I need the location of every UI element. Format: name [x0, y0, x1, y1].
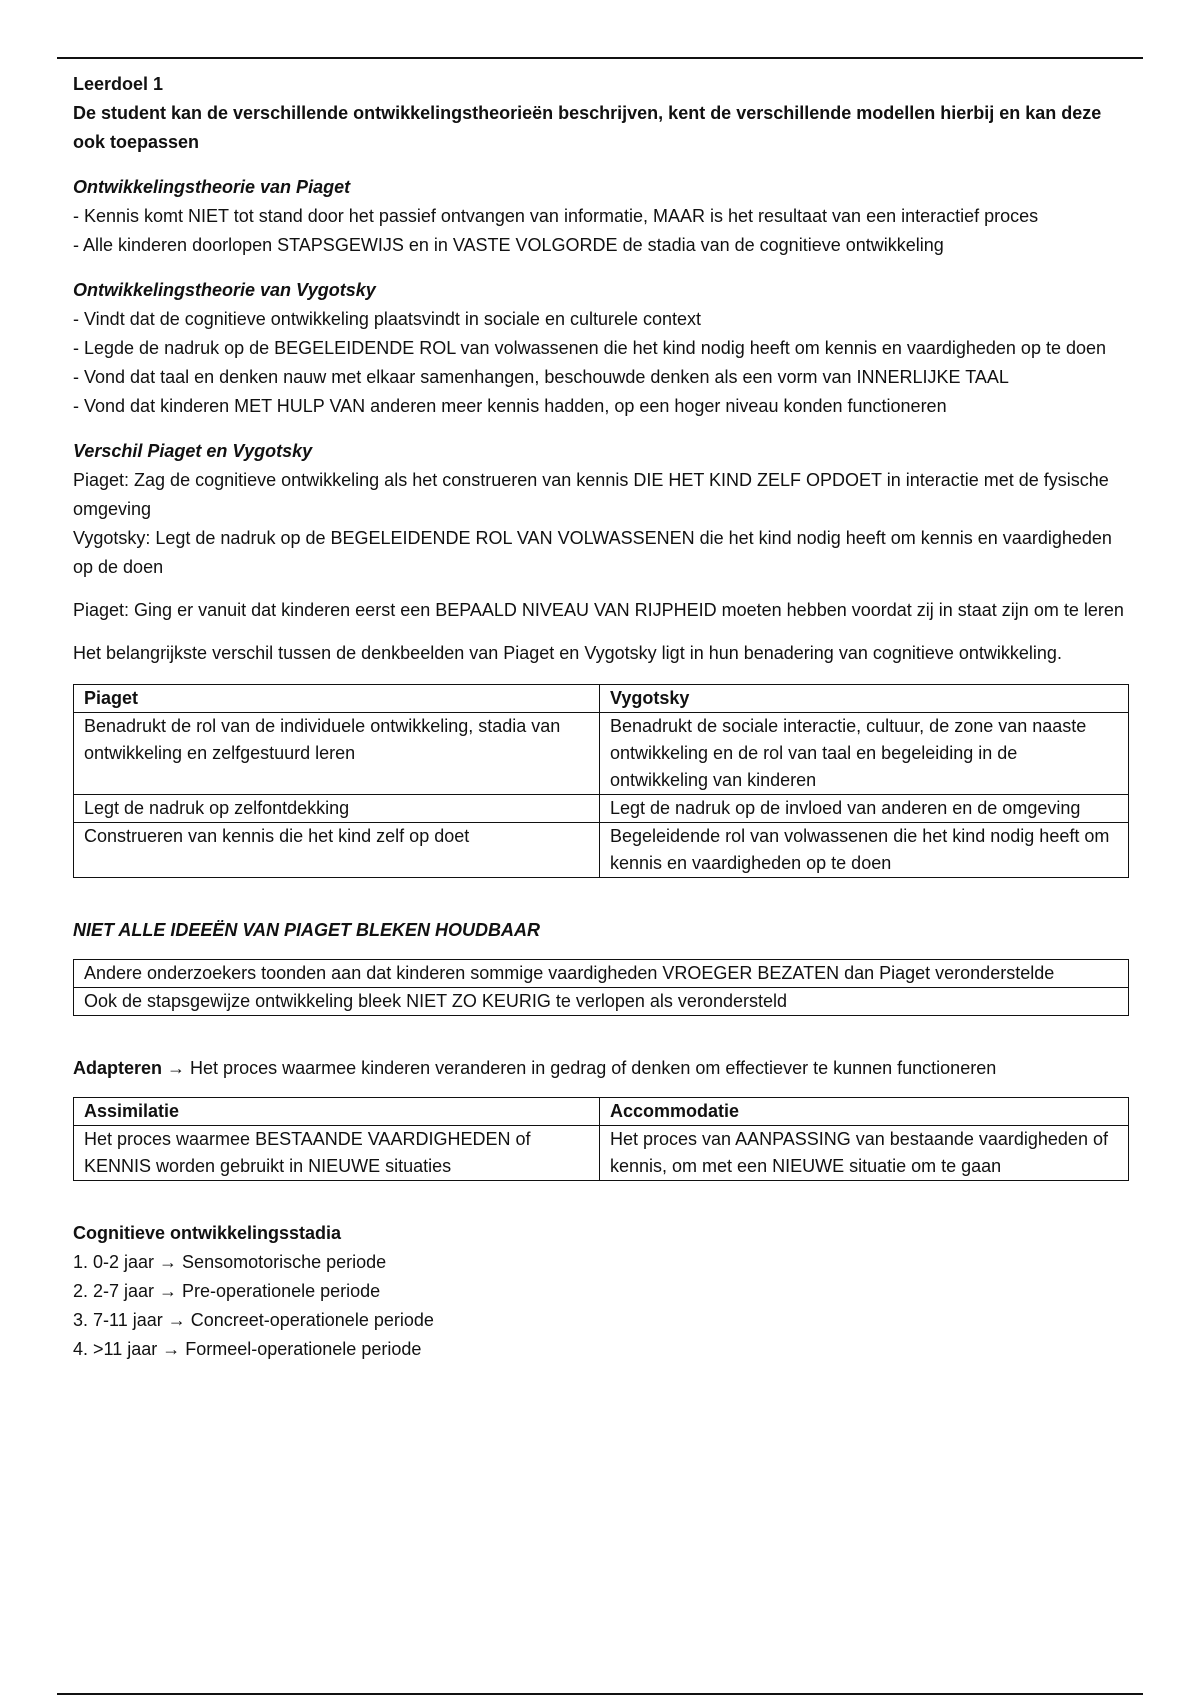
bottom-rule: [57, 1693, 1143, 1695]
difference-paragraph: Piaget: Ging er vanuit dat kinderen eerst een BEPAALD NIVEAU VAN RIJPHEID moeten hebben voordat zij in staat zijn om te leren: [73, 600, 1124, 620]
difference-section-title: Verschil Piaget en Vygotsky: [73, 441, 313, 461]
top-rule: [57, 57, 1143, 59]
vygotsky-line: - Vond dat taal en denken nauw met elkaar samenhangen, beschouwde denken als een vorm van INNERLIJKE TAAL: [73, 367, 1009, 387]
vygotsky-line: - Vindt dat de cognitieve ontwikkeling plaatsvindt in sociale en culturele context: [73, 309, 702, 329]
table-cell: Andere onderzoekers toonden aan dat kinderen sommige vaardigheden VROEGER BEZATEN dan Piaget veronderstelde: [74, 960, 1129, 988]
piaget-line: - Kennis komt NIET tot stand door het passief ontvangen van informatie, MAAR is het resultaat van een interactief proces: [73, 206, 1039, 226]
critique-table: [73, 959, 1129, 1016]
table-row: [74, 713, 1129, 795]
piaget-line: - Alle kinderen doorlopen STAPSGEWIJS en in VASTE VOLGORDE de stadia van de cognitieve ontwikkeling: [73, 235, 944, 255]
comparison-table: [73, 684, 1129, 878]
table-row: [74, 988, 1129, 1016]
table-cell: Begeleidende rol van volwassenen die het kind nodig heeft om kennis en vaardigheden op te doen: [600, 823, 1129, 878]
table-cell: Legt de nadruk op zelfontdekking: [74, 795, 600, 823]
table-cell: Het proces van AANPASSING van bestaande vaardigheden of kennis, om met een NIEUWE situatie om te gaan: [600, 1126, 1129, 1181]
critique-title: NIET ALLE IDEEËN VAN PIAGET BLEKEN HOUDBAAR: [73, 920, 541, 940]
page-heading: Leerdoel 1: [73, 74, 164, 94]
document-page: [73, 70, 1133, 1364]
table-header-row: [74, 685, 1129, 713]
table-cell: Benadrukt de sociale interactie, cultuur, de zone van naaste ontwikkeling en de rol van taal en begeleiding in de ontwikkeling van kinderen: [600, 713, 1129, 795]
table-cell: Ook de stapsgewijze ontwikkeling bleek NIET ZO KEURIG te verlopen als verondersteld: [74, 988, 1129, 1016]
table-header-row: [74, 1098, 1129, 1126]
difference-line: Piaget: Zag de cognitieve ontwikkeling als het construeren van kennis DIE HET KIND ZELF OPDOET in interactie met de fysische omgeving: [73, 470, 1109, 519]
vygotsky-line: - Legde de nadruk op de BEGELEIDENDE ROL van volwassenen die het kind nodig heeft om kennis en vaardigheden op te doen: [73, 338, 1107, 358]
difference-line: Vygotsky: Legt de nadruk op de BEGELEIDENDE ROL VAN VOLWASSENEN die het kind nodig heeft om kennis en vaardigheden op de doen: [73, 528, 1112, 577]
difference-paragraph: Het belangrijkste verschil tussen de denkbeelden van Piaget en Vygotsky ligt in hun benadering van cognitieve ontwikkeling.: [73, 643, 1062, 663]
adapt-text: Het proces waarmee kinderen veranderen in gedrag of denken om effectiever te kunnen functioneren: [190, 1058, 997, 1078]
column-header-piaget: Piaget: [74, 685, 600, 713]
vygotsky-line: - Vond dat kinderen MET HULP VAN anderen meer kennis hadden, op een hoger niveau konden functioneren: [73, 396, 947, 416]
piaget-section-title: Ontwikkelingstheorie van Piaget: [73, 177, 351, 197]
table-row: [74, 1126, 1129, 1181]
adapt-term: Adapteren: [73, 1058, 163, 1078]
stages-title: Cognitieve ontwikkelingsstadia: [73, 1223, 342, 1243]
adapt-definition: [73, 1054, 1133, 1083]
list-item: 3. 7-11 jaar → Concreet-operationele periode: [73, 1310, 434, 1330]
list-item: 2. 2-7 jaar → Pre-operationele periode: [73, 1281, 381, 1301]
page-subheading: De student kan de verschillende ontwikkelingstheorieën beschrijven, kent de verschillende modellen hierbij en kan deze ook toepassen: [73, 103, 1102, 152]
table-cell: Benadrukt de rol van de individuele ontwikkeling, stadia van ontwikkeling en zelfgestuurd leren: [74, 713, 600, 795]
table-cell: Legt de nadruk op de invloed van anderen en de omgeving: [600, 795, 1129, 823]
table-cell: Het proces waarmee BESTAANDE VAARDIGHEDEN of KENNIS worden gebruikt in NIEUWE situaties: [74, 1126, 600, 1181]
column-header-assimilatie: Assimilatie: [74, 1098, 600, 1126]
list-item: 1. 0-2 jaar → Sensomotorische periode: [73, 1252, 387, 1272]
adapt-table: [73, 1097, 1129, 1181]
arrow-right-icon: →: [167, 1058, 186, 1078]
column-header-accommodatie: Accommodatie: [600, 1098, 1129, 1126]
vygotsky-section-title: Ontwikkelingstheorie van Vygotsky: [73, 280, 376, 300]
table-row: [74, 795, 1129, 823]
table-row: [74, 960, 1129, 988]
table-cell: Construeren van kennis die het kind zelf op doet: [74, 823, 600, 878]
list-item: 4. >11 jaar → Formeel-operationele periode: [73, 1339, 422, 1359]
table-row: [74, 823, 1129, 878]
column-header-vygotsky: Vygotsky: [600, 685, 1129, 713]
